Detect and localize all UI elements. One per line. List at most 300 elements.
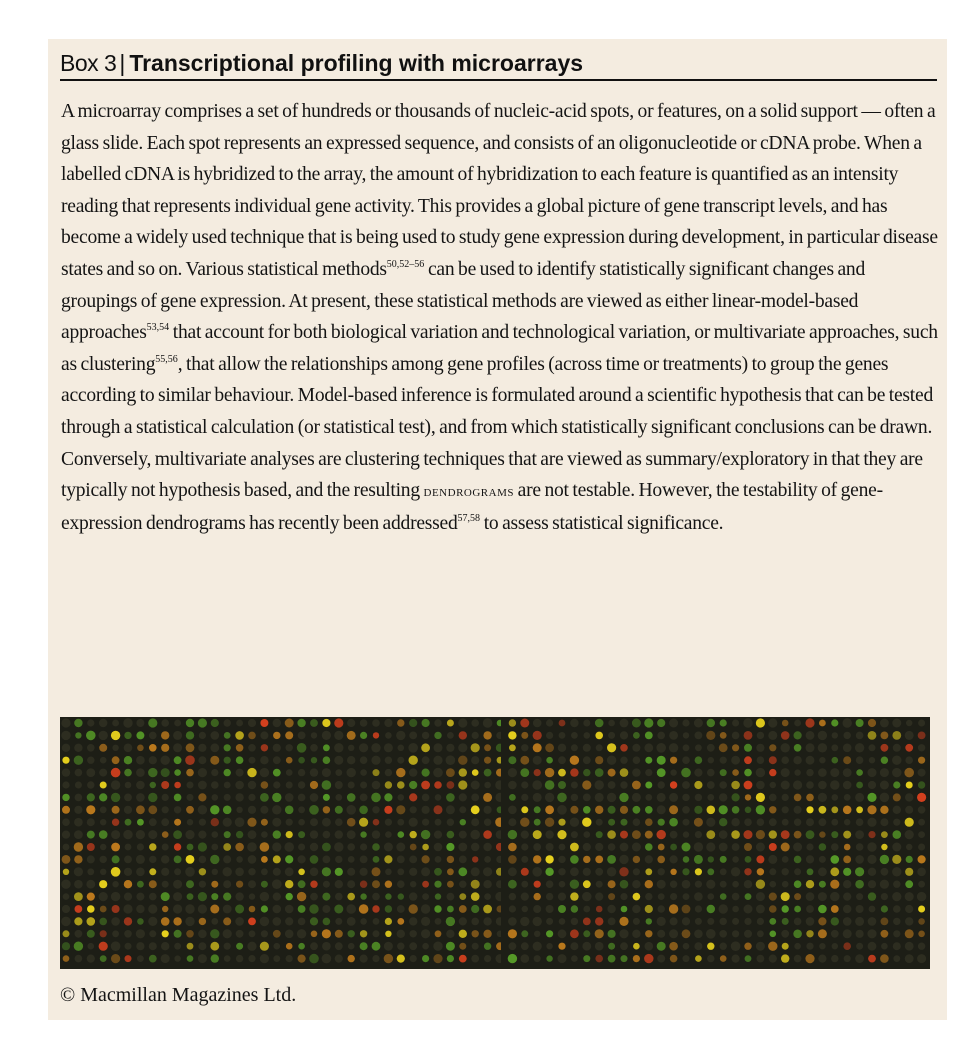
microarray-spot — [87, 744, 95, 752]
microarray-spot — [533, 719, 542, 728]
microarray-spot — [74, 880, 83, 889]
microarray-spot — [347, 868, 355, 876]
microarray-spot — [867, 929, 876, 938]
microarray-spot — [546, 930, 553, 937]
microarray-spot — [410, 806, 417, 813]
microarray-spot — [831, 855, 840, 864]
microarray-spot — [794, 831, 802, 839]
microarray-spot — [880, 793, 890, 803]
microarray-spot — [63, 844, 70, 851]
microarray-spot — [646, 918, 652, 924]
microarray-spot — [707, 769, 715, 777]
microarray-spot — [856, 818, 864, 826]
microarray-spot — [61, 731, 70, 740]
microarray-spot — [186, 880, 194, 888]
microarray-spot — [433, 942, 442, 951]
microarray-spot — [632, 781, 641, 790]
microarray-spot — [620, 893, 627, 900]
microarray-spot — [322, 719, 330, 727]
microarray-spot — [869, 744, 876, 751]
microarray-spot — [669, 743, 678, 752]
microarray-spot — [732, 856, 739, 863]
microarray-spot — [111, 793, 120, 802]
microarray-spot — [161, 917, 170, 926]
microarray-spot — [87, 831, 95, 839]
microarray-spot — [87, 905, 95, 913]
microarray-spot — [644, 954, 653, 963]
microarray-spot — [223, 855, 231, 863]
microarray-spot — [906, 782, 913, 789]
microarray-spot — [100, 930, 107, 937]
microarray-spot — [75, 769, 83, 777]
microarray-spot — [198, 842, 207, 851]
microarray-spot — [818, 905, 827, 914]
microarray-spot — [794, 819, 801, 826]
microarray-spot — [212, 869, 218, 875]
box-label: Box 3 — [60, 50, 117, 76]
microarray-spot — [63, 869, 69, 875]
microarray-spot — [396, 768, 405, 777]
microarray-spot — [261, 905, 268, 912]
microarray-spot — [447, 868, 454, 875]
microarray-spot — [236, 744, 244, 752]
microarray-spot — [918, 806, 926, 814]
microarray-spot — [831, 719, 838, 726]
microarray-spot — [310, 843, 318, 851]
microarray-spot — [261, 831, 268, 838]
microarray-spot — [260, 719, 268, 727]
microarray-spot — [546, 880, 554, 888]
microarray-spot — [422, 756, 430, 764]
microarray-spot — [199, 868, 206, 875]
microarray-spot — [707, 719, 715, 727]
microarray-spot — [657, 942, 666, 951]
microarray-spot — [694, 855, 703, 864]
microarray-spot — [905, 744, 913, 752]
microarray-spot — [806, 943, 813, 950]
microarray-spot — [447, 781, 455, 789]
microarray-spot — [484, 856, 491, 863]
microarray-spot — [682, 880, 691, 889]
microarray-spot — [706, 830, 715, 839]
microarray-spot — [136, 942, 144, 950]
microarray-spot — [670, 917, 678, 925]
microarray-spot — [111, 867, 121, 877]
microarray-spot — [756, 718, 765, 727]
microarray-spot — [409, 904, 418, 913]
microarray-spot — [459, 768, 467, 776]
text-run: can be used to identify statistically significant changes and groupings of gene expression. At present, these statistical methods are viewed as either linear-model-based approaches — [61, 258, 866, 344]
microarray-spot — [298, 880, 306, 888]
microarray-spot — [794, 744, 802, 752]
microarray-spot — [112, 905, 120, 913]
microarray-spot — [100, 955, 107, 962]
microarray-spot — [186, 719, 194, 727]
microarray-spot — [867, 842, 876, 851]
microarray-spot — [409, 942, 417, 950]
microarray-spot — [309, 904, 318, 913]
microarray-spot — [732, 806, 740, 814]
microarray-spot — [286, 955, 293, 962]
microarray-spot — [373, 819, 380, 826]
microarray-spot — [149, 868, 156, 875]
microarray-spot — [86, 768, 95, 777]
microarray-spot — [632, 905, 640, 913]
microarray-spot — [111, 892, 120, 901]
microarray-spot — [781, 781, 790, 790]
microarray-spot — [855, 954, 864, 963]
microarray-spot — [793, 780, 802, 789]
microarray-spot — [149, 843, 156, 850]
microarray-spot — [224, 794, 231, 801]
microarray-spot — [843, 905, 851, 913]
microarray-spot — [918, 720, 925, 727]
microarray-spot — [918, 943, 925, 950]
microarray-spot — [683, 831, 689, 837]
microarray-spot — [694, 818, 703, 827]
microarray-spot — [534, 893, 541, 900]
microarray-spot — [571, 782, 578, 789]
microarray-spot — [223, 905, 232, 914]
microarray-spot — [607, 756, 616, 765]
microarray-spot — [508, 768, 517, 777]
microarray-spot — [422, 819, 429, 826]
microarray-spot — [100, 806, 107, 813]
microarray-spot — [844, 955, 851, 962]
microarray-spot — [335, 930, 343, 938]
microarray-spot — [322, 780, 332, 790]
microarray-spot — [670, 844, 677, 851]
microarray-spot — [235, 917, 244, 926]
microarray-spot — [856, 732, 864, 740]
microarray-spot — [174, 769, 181, 776]
microarray-spot — [583, 794, 591, 802]
microarray-spot — [868, 719, 876, 727]
microarray-spot — [645, 818, 653, 826]
microarray-spot — [608, 880, 616, 888]
microarray-spot — [892, 867, 901, 876]
microarray-spot — [832, 943, 838, 949]
microarray-spot — [347, 917, 356, 926]
microarray-spot — [186, 806, 194, 814]
microarray-spot — [211, 893, 218, 900]
microarray-spot — [446, 942, 455, 951]
microarray-spot — [806, 818, 814, 826]
microarray-spot — [533, 756, 542, 765]
microarray-spot — [372, 893, 380, 901]
microarray-spot — [768, 942, 777, 951]
microarray-spot — [559, 881, 566, 888]
microarray-spot — [347, 893, 355, 901]
microarray-spot — [223, 806, 232, 815]
microarray-spot — [757, 818, 765, 826]
microarray-spot — [744, 918, 751, 925]
microarray-spot — [124, 732, 131, 739]
microarray-spot — [422, 719, 430, 727]
microarray-spot — [446, 793, 455, 802]
microarray-spot — [843, 868, 851, 876]
microarray-spot — [818, 768, 827, 777]
microarray-spot — [706, 842, 715, 851]
microarray-spot — [174, 794, 182, 802]
microarray-spot — [720, 955, 727, 962]
microarray-spot — [645, 855, 653, 863]
microarray-spot — [224, 769, 231, 776]
microarray-spot — [583, 720, 590, 727]
microarray-spot — [619, 867, 628, 876]
microarray-spot — [323, 744, 330, 751]
microarray-spot — [595, 942, 604, 951]
microarray-spot — [508, 731, 516, 739]
microarray-spot — [756, 793, 765, 802]
microarray-spot — [372, 905, 379, 912]
microarray-spot — [459, 806, 466, 813]
microarray-spot — [782, 806, 789, 813]
microarray-spot — [583, 769, 590, 776]
microarray-spot — [112, 930, 119, 937]
microarray-spot — [619, 929, 628, 938]
microarray-spot — [768, 718, 777, 727]
microarray-spot — [298, 918, 306, 926]
microarray-spot — [843, 718, 852, 727]
microarray-spot — [123, 830, 132, 839]
microarray-spot — [533, 905, 541, 913]
microarray-spot — [769, 918, 776, 925]
microarray-spot — [335, 955, 343, 963]
microarray-spot — [869, 906, 876, 913]
microarray-spot — [422, 955, 429, 962]
microarray-spot — [161, 719, 169, 727]
microarray-spot — [62, 744, 70, 752]
microarray-spot — [384, 743, 393, 752]
microarray-spot — [298, 869, 305, 876]
microarray-spot — [819, 856, 826, 863]
microarray-spot — [137, 955, 144, 962]
microarray-spot — [744, 843, 752, 851]
microarray-spot — [422, 769, 430, 777]
microarray-spot — [582, 942, 591, 951]
microarray-spot — [781, 843, 790, 852]
microarray-spot — [781, 892, 790, 901]
microarray-spot — [435, 819, 442, 826]
microarray-spot — [137, 881, 144, 888]
microarray-spot — [224, 757, 231, 764]
microarray-spot — [868, 768, 877, 777]
microarray-spot — [136, 793, 145, 802]
microarray-spot — [720, 881, 727, 888]
microarray-spot — [198, 954, 207, 963]
microarray-spot — [360, 918, 367, 925]
citation-superscript: 57,58 — [457, 512, 481, 524]
microarray-spot — [905, 868, 913, 876]
microarray-spot — [100, 819, 106, 825]
microarray-spot — [198, 744, 206, 752]
microarray-spot — [558, 893, 566, 901]
microarray-spot — [508, 929, 517, 938]
microarray-spot — [918, 844, 925, 851]
microarray-spot — [545, 855, 553, 863]
microarray-spot — [471, 905, 479, 913]
microarray-spot — [893, 955, 900, 962]
microarray-spot — [719, 843, 728, 852]
microarray-spot — [87, 757, 94, 764]
microarray-spot — [769, 955, 777, 963]
microarray-spot — [633, 756, 641, 764]
microarray-spot — [756, 942, 765, 951]
microarray-spot — [459, 881, 466, 888]
microarray-spot — [198, 942, 206, 950]
microarray-spot — [161, 892, 170, 901]
microarray-spot — [732, 720, 739, 727]
microarray-spot — [249, 893, 255, 899]
microarray-spot — [682, 756, 690, 764]
microarray-spot — [756, 768, 765, 777]
microarray-spot — [75, 782, 82, 789]
microarray-spot — [893, 881, 900, 888]
microarray-spot — [236, 856, 243, 863]
microarray-spot — [570, 855, 579, 864]
microarray-spot — [892, 768, 901, 777]
microarray-spot — [794, 893, 801, 900]
microarray-spot — [111, 843, 120, 852]
microarray-spot — [745, 856, 752, 863]
microarray-spot — [582, 892, 591, 901]
microarray-spot — [794, 868, 801, 875]
microarray-spot — [273, 732, 280, 739]
microarray-spot — [744, 868, 751, 875]
microarray-spot — [534, 769, 541, 776]
microarray-spot — [434, 805, 443, 814]
microarray-spot — [532, 867, 542, 877]
microarray-spot — [881, 943, 888, 950]
microarray-spot — [782, 943, 789, 950]
microarray-spot — [210, 942, 219, 951]
microarray-spot — [210, 756, 219, 765]
microarray-spot — [892, 756, 901, 765]
microarray-spot — [446, 744, 454, 752]
microarray-spot — [385, 757, 392, 764]
microarray-spot — [645, 868, 652, 875]
microarray-spot — [235, 843, 244, 852]
microarray-spot — [508, 954, 517, 963]
microarray-spot — [520, 756, 529, 765]
microarray-spot — [199, 881, 206, 888]
microarray-spot — [347, 843, 355, 851]
microarray-spot — [260, 793, 269, 802]
microarray-spot — [373, 918, 380, 925]
microarray-spot — [806, 930, 813, 937]
microarray-spot — [446, 768, 455, 777]
microarray-spot — [360, 856, 368, 864]
microarray-spot — [906, 856, 913, 863]
microarray-spot — [210, 929, 219, 938]
microarray-spot — [161, 868, 169, 876]
microarray-spot — [435, 856, 442, 863]
microarray-spot — [434, 905, 441, 912]
microarray-spot — [150, 782, 156, 788]
microarray-spot — [112, 720, 119, 727]
microarray-spot — [905, 905, 913, 913]
microarray-spot — [124, 756, 132, 764]
microarray-spot — [236, 955, 243, 962]
microarray-spot — [843, 768, 852, 777]
microarray-spot — [398, 831, 405, 838]
microarray-spot — [459, 905, 467, 913]
microarray-spot — [570, 942, 578, 950]
microarray-spot — [484, 893, 491, 900]
microarray-spot — [843, 929, 852, 938]
microarray-spot — [905, 929, 914, 938]
microarray-spot — [360, 719, 368, 727]
microarray-spot — [347, 793, 356, 802]
microarray-spot — [571, 955, 578, 962]
microarray-spot — [520, 719, 529, 728]
microarray-spot — [856, 769, 863, 776]
microarray-spot — [509, 744, 516, 751]
microarray-spot — [186, 769, 194, 777]
microarray-spot — [832, 794, 839, 801]
microarray-spot — [892, 731, 901, 740]
microarray-spot — [769, 806, 776, 813]
microarray-spot — [557, 805, 567, 815]
microarray-spot — [756, 843, 765, 852]
microarray-spot — [769, 893, 777, 901]
microarray-spot — [99, 731, 108, 740]
microarray-spot — [459, 893, 466, 900]
microarray-spot — [384, 793, 392, 801]
microarray-spot — [409, 719, 417, 727]
microarray-spot — [509, 905, 516, 912]
microarray-spot — [756, 880, 765, 889]
microarray-spot — [695, 744, 702, 751]
microarray-spot — [682, 806, 690, 814]
microarray-spot — [855, 917, 864, 926]
microarray-spot — [707, 744, 715, 752]
microarray-spot — [607, 867, 616, 876]
microarray-spot — [719, 805, 728, 814]
microarray-spot — [409, 818, 418, 827]
microarray-spot — [731, 756, 740, 765]
microarray-spot — [633, 893, 641, 901]
microarray-spot — [74, 917, 82, 925]
microarray-spot — [483, 867, 492, 876]
microarray-spot — [880, 954, 889, 963]
microarray-spot — [558, 819, 565, 826]
microarray-spot — [484, 955, 491, 962]
microarray-spot — [670, 869, 676, 875]
microarray-spot — [472, 943, 479, 950]
microarray-spot — [123, 718, 132, 727]
microarray-spot — [410, 881, 416, 887]
microarray-spot — [608, 918, 616, 926]
microarray-spot — [905, 942, 914, 951]
microarray-spot — [310, 768, 318, 776]
microarray-spot — [657, 756, 666, 765]
microarray-spot — [247, 818, 256, 827]
microarray-spot — [818, 917, 826, 925]
microarray-spot — [720, 757, 727, 764]
microarray-spot — [532, 780, 542, 790]
microarray-spot — [521, 781, 528, 788]
microarray-spot — [695, 918, 702, 925]
microarray-spot — [657, 955, 665, 963]
microarray-spot — [285, 930, 294, 939]
microarray-spot — [186, 731, 194, 739]
microarray-spot — [471, 843, 479, 851]
microarray-spot — [87, 868, 94, 875]
microarray-spot — [136, 830, 145, 839]
microarray-spot — [669, 805, 678, 814]
